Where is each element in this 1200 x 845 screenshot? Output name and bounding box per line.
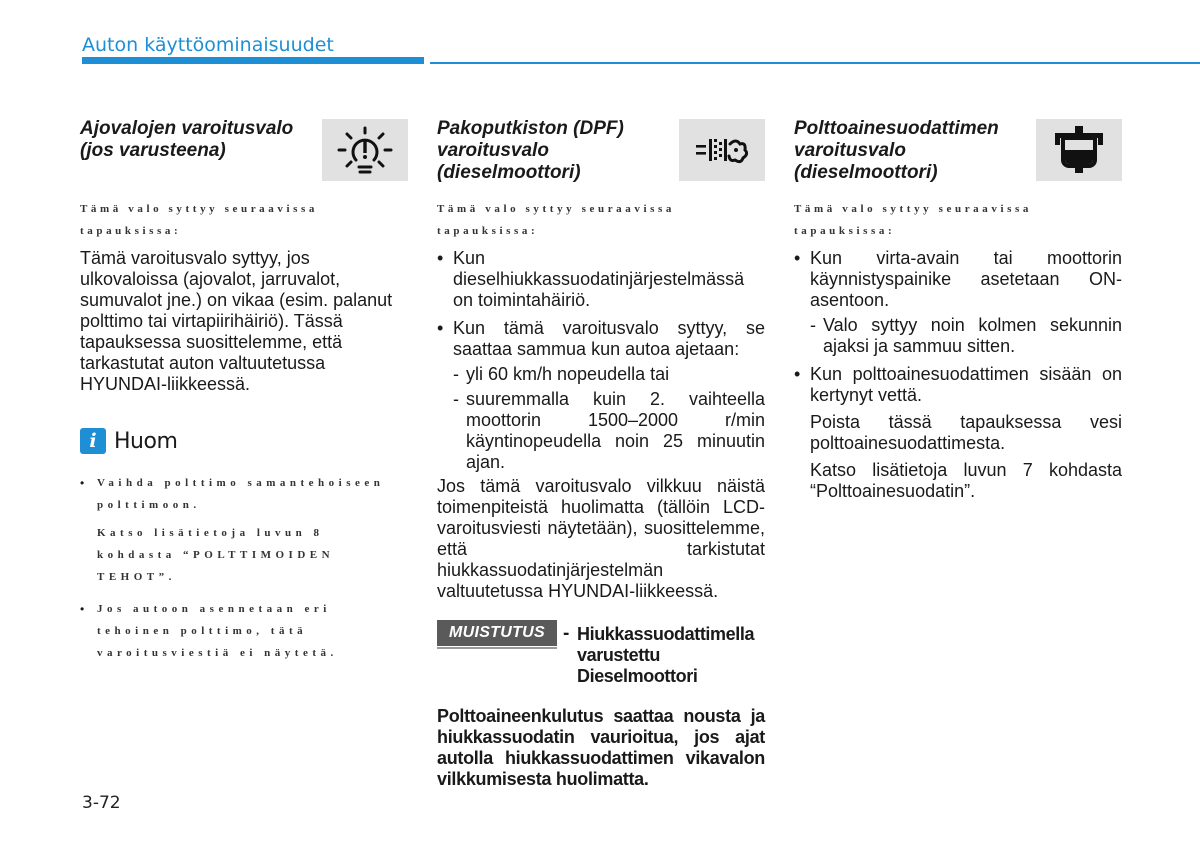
sub-list xyxy=(453,364,765,473)
bullet-item xyxy=(794,364,1122,406)
caution-dash: - xyxy=(563,623,570,644)
section-title: Pakoputkiston (DPF) varoitusvalo (dieselmoottori) xyxy=(437,118,624,183)
column-dpf-warning xyxy=(437,118,765,790)
note-item xyxy=(80,472,408,588)
sub-list xyxy=(810,315,1122,357)
running-header: Auton käyttöominaisuudet xyxy=(82,34,334,56)
bullet-list xyxy=(794,248,1122,406)
note-item-sub: Katso lisätietoja luvun 8 kohdasta “POLTTIMOIDEN TEHOT”. xyxy=(97,527,335,583)
intro-text: Tämä valo syttyy seuraavissa tapauksissa: xyxy=(794,203,1032,237)
note-item-text: • Vaihda polttimo samantehoiseen polttimoon. xyxy=(97,477,385,511)
caution-title: Hiukkassuodattimella varustettu Dieselmoottori xyxy=(577,624,755,686)
paragraph: Poista tässä tapauksessa vesi polttoainesuodattimesta. xyxy=(810,412,1122,453)
body-text: Tämä varoitusvalo syttyy, jos ulkovaloissa (ajovalot, jarruvalot, sumuvalot jne.) on vikaa (esim. palanut polttimo tai virtapiirihäiriö). Tässä tapauksessa suosittelemme, että tarkastutat auton valtuutetussa HYUNDAI-liikkeessä. xyxy=(80,248,393,394)
column-fuel-filter-warning xyxy=(794,118,1122,502)
header-rule-thick xyxy=(82,57,424,64)
caution-badge: MUISTUTUS xyxy=(437,620,557,646)
fuel-filter-warning-icon xyxy=(1036,119,1122,181)
note-item-text: • Jos autoon asennetaan eri tehoinen polttimo, tätä varoitusviestiä ei näytetä. xyxy=(97,603,338,659)
sub-item: - Valo syttyy noin kolmen sekunnin ajaksi ja sammuu sitten. xyxy=(810,315,1122,357)
bullet-item xyxy=(437,248,765,311)
bullet-item xyxy=(437,318,765,473)
section-header xyxy=(80,118,408,198)
section-header xyxy=(437,118,765,198)
section-title: Ajovalojen varoitusvalo (jos varusteena) xyxy=(80,118,294,161)
note-list xyxy=(80,472,408,664)
header-rule-thin xyxy=(430,62,1200,64)
bullet-text: Kun polttoainesuodattimen sisään on kertynyt vettä. xyxy=(810,364,1122,405)
note-label: Huom xyxy=(114,428,178,454)
bullet-text: Kun virta-avain tai moottorin käynnistyspainike asetetaan ON-asentoon. xyxy=(810,248,1122,310)
dpf-warning-icon xyxy=(679,119,765,181)
page-number: 3-72 xyxy=(82,793,121,813)
paragraph: Katso lisätietoja luvun 7 kohdasta “Polttoainesuodatin”. xyxy=(810,460,1122,501)
bullet-item xyxy=(794,248,1122,357)
bullet-list xyxy=(437,248,765,473)
column-headlamp-warning xyxy=(80,118,408,674)
note-item xyxy=(80,598,408,664)
caution-box xyxy=(437,620,765,706)
sub-item: - suuremmalla kuin 2. vaihteella moottorin 1500–2000 r/min käyntinopeudella noin 25 minuutin ajan. xyxy=(453,389,765,473)
caution-body: Polttoaineenkulutus saattaa nousta ja hiukkassuodatin vaurioitua, jos ajat autolla hiukkassuodattimen vikavalon vilkkumisesta huolimatta. xyxy=(437,706,765,789)
headlamp-warning-icon xyxy=(322,119,408,181)
section-header xyxy=(794,118,1122,198)
section-title: Polttoainesuodattimen varoitusvalo (dieselmoottori) xyxy=(794,118,999,183)
bullet-text: Kun dieselhiukkassuodatinjärjestelmässä on toimintahäiriö. xyxy=(453,248,745,310)
info-icon: i xyxy=(80,428,106,454)
intro-text: Tämä valo syttyy seuraavissa tapauksissa: xyxy=(437,203,675,237)
sub-item: - yli 60 km/h nopeudella tai xyxy=(453,364,765,385)
note-header xyxy=(80,428,408,454)
body-text: Jos tämä varoitusvalo vilkkuu näistä toimenpiteistä huolimatta (tällöin LCD-varoitusviesti näytetään), suosittelemme, että tarkistutat hiukkassuodatinjärjestelmän valtuutetussa HYUNDAI-liikkeessä. xyxy=(437,476,765,601)
intro-text: Tämä valo syttyy seuraavissa tapauksissa: xyxy=(80,203,318,237)
bullet-text: Kun tämä varoitusvalo syttyy, se saattaa sammua kun autoa ajetaan: xyxy=(453,318,765,359)
